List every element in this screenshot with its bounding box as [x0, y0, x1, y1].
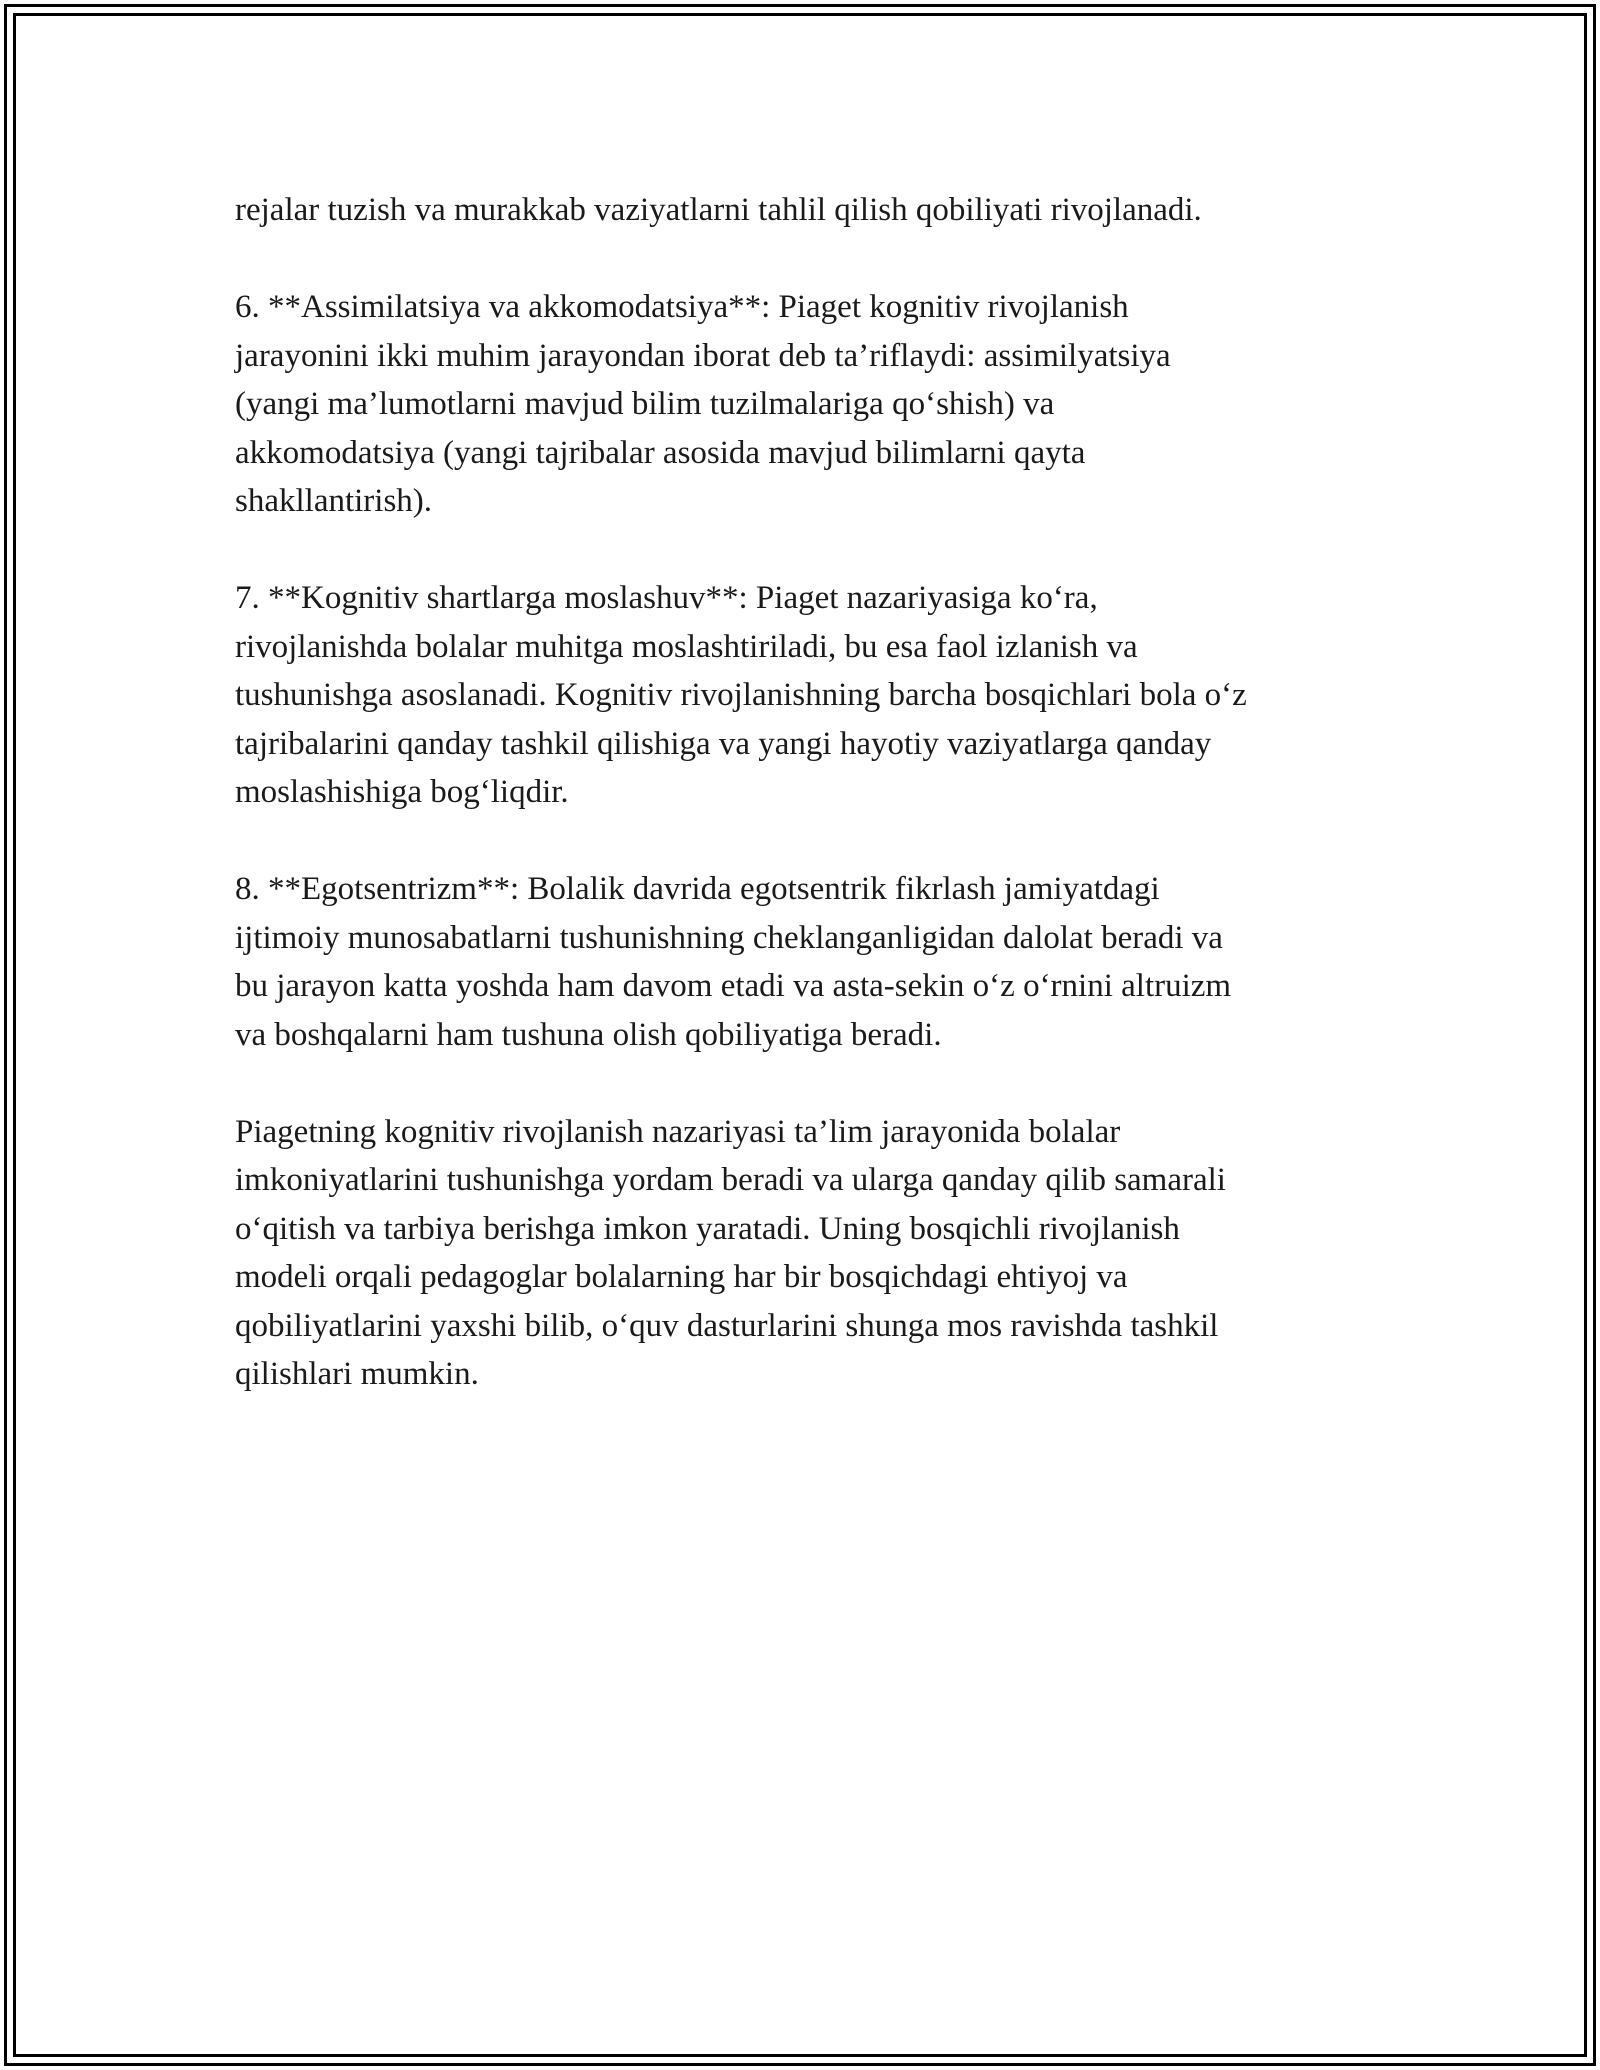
paragraph-item-7: 7. **Kognitiv shartlarga moslashuv**: Piaget nazariyasiga ko‘ra, rivojlanishda bolalar muhitga moslashtiriladi, bu esa faol izlanish va tushunishga asoslanadi. Kognitiv rivojlanishning barcha bosqichlari bola o‘z tajribalarini qanday tashkil qilishiga va yangi hayotiy vaziyatlarga qanday moslashishiga bog‘liqdir.: [235, 580, 1247, 810]
paragraph-continuation: rejalar tuzish va murakkab vaziyatlarni tahlil qilish qobiliyati rivojlanadi.: [235, 192, 1202, 228]
document-body: [235, 186, 1375, 1447]
paragraph-item-8: 8. **Egotsentrizm**: Bolalik davrida egotsentrik fikrlash jamiyatdagi ijtimoiy munosabatlarni tushunishning cheklanganligidan dalolat beradi va bu jarayon katta yoshda ham davom etadi va asta-sekin o‘z o‘rnini altruizm va boshqalarni ham tushuna olish qobiliyatiga beradi.: [235, 871, 1232, 1053]
paragraph-item-6: 6. **Assimilatsiya va akkomodatsiya**: Piaget kognitiv rivojlanish jarayonini ikki muhim jarayondan iborat deb ta’riflaydi: assimilyatsiya (yangi ma’lumotlarni mavjud bilim tuzilmalariga qo‘shish) va akkomodatsiya (yangi tajribalar asosida mavjud bilimlarni qayta shakllantirish).: [235, 289, 1171, 519]
paragraph-conclusion: Piagetning kognitiv rivojlanish nazariyasi ta’lim jarayonida bolalar imkoniyatlarini tushunishga yordam beradi va ularga qanday qilib samarali o‘qitish va tarbiya berishga imkon yaratadi. Uning bosqichli rivojlanish modeli orqali pedagoglar bolalarning har bir bosqichdagi ehtiyoj va qobiliyatlarini yaxshi bilib, o‘quv dasturlarini shunga mos ravishda tashkil qilishlari mumkin.: [235, 1113, 1226, 1392]
